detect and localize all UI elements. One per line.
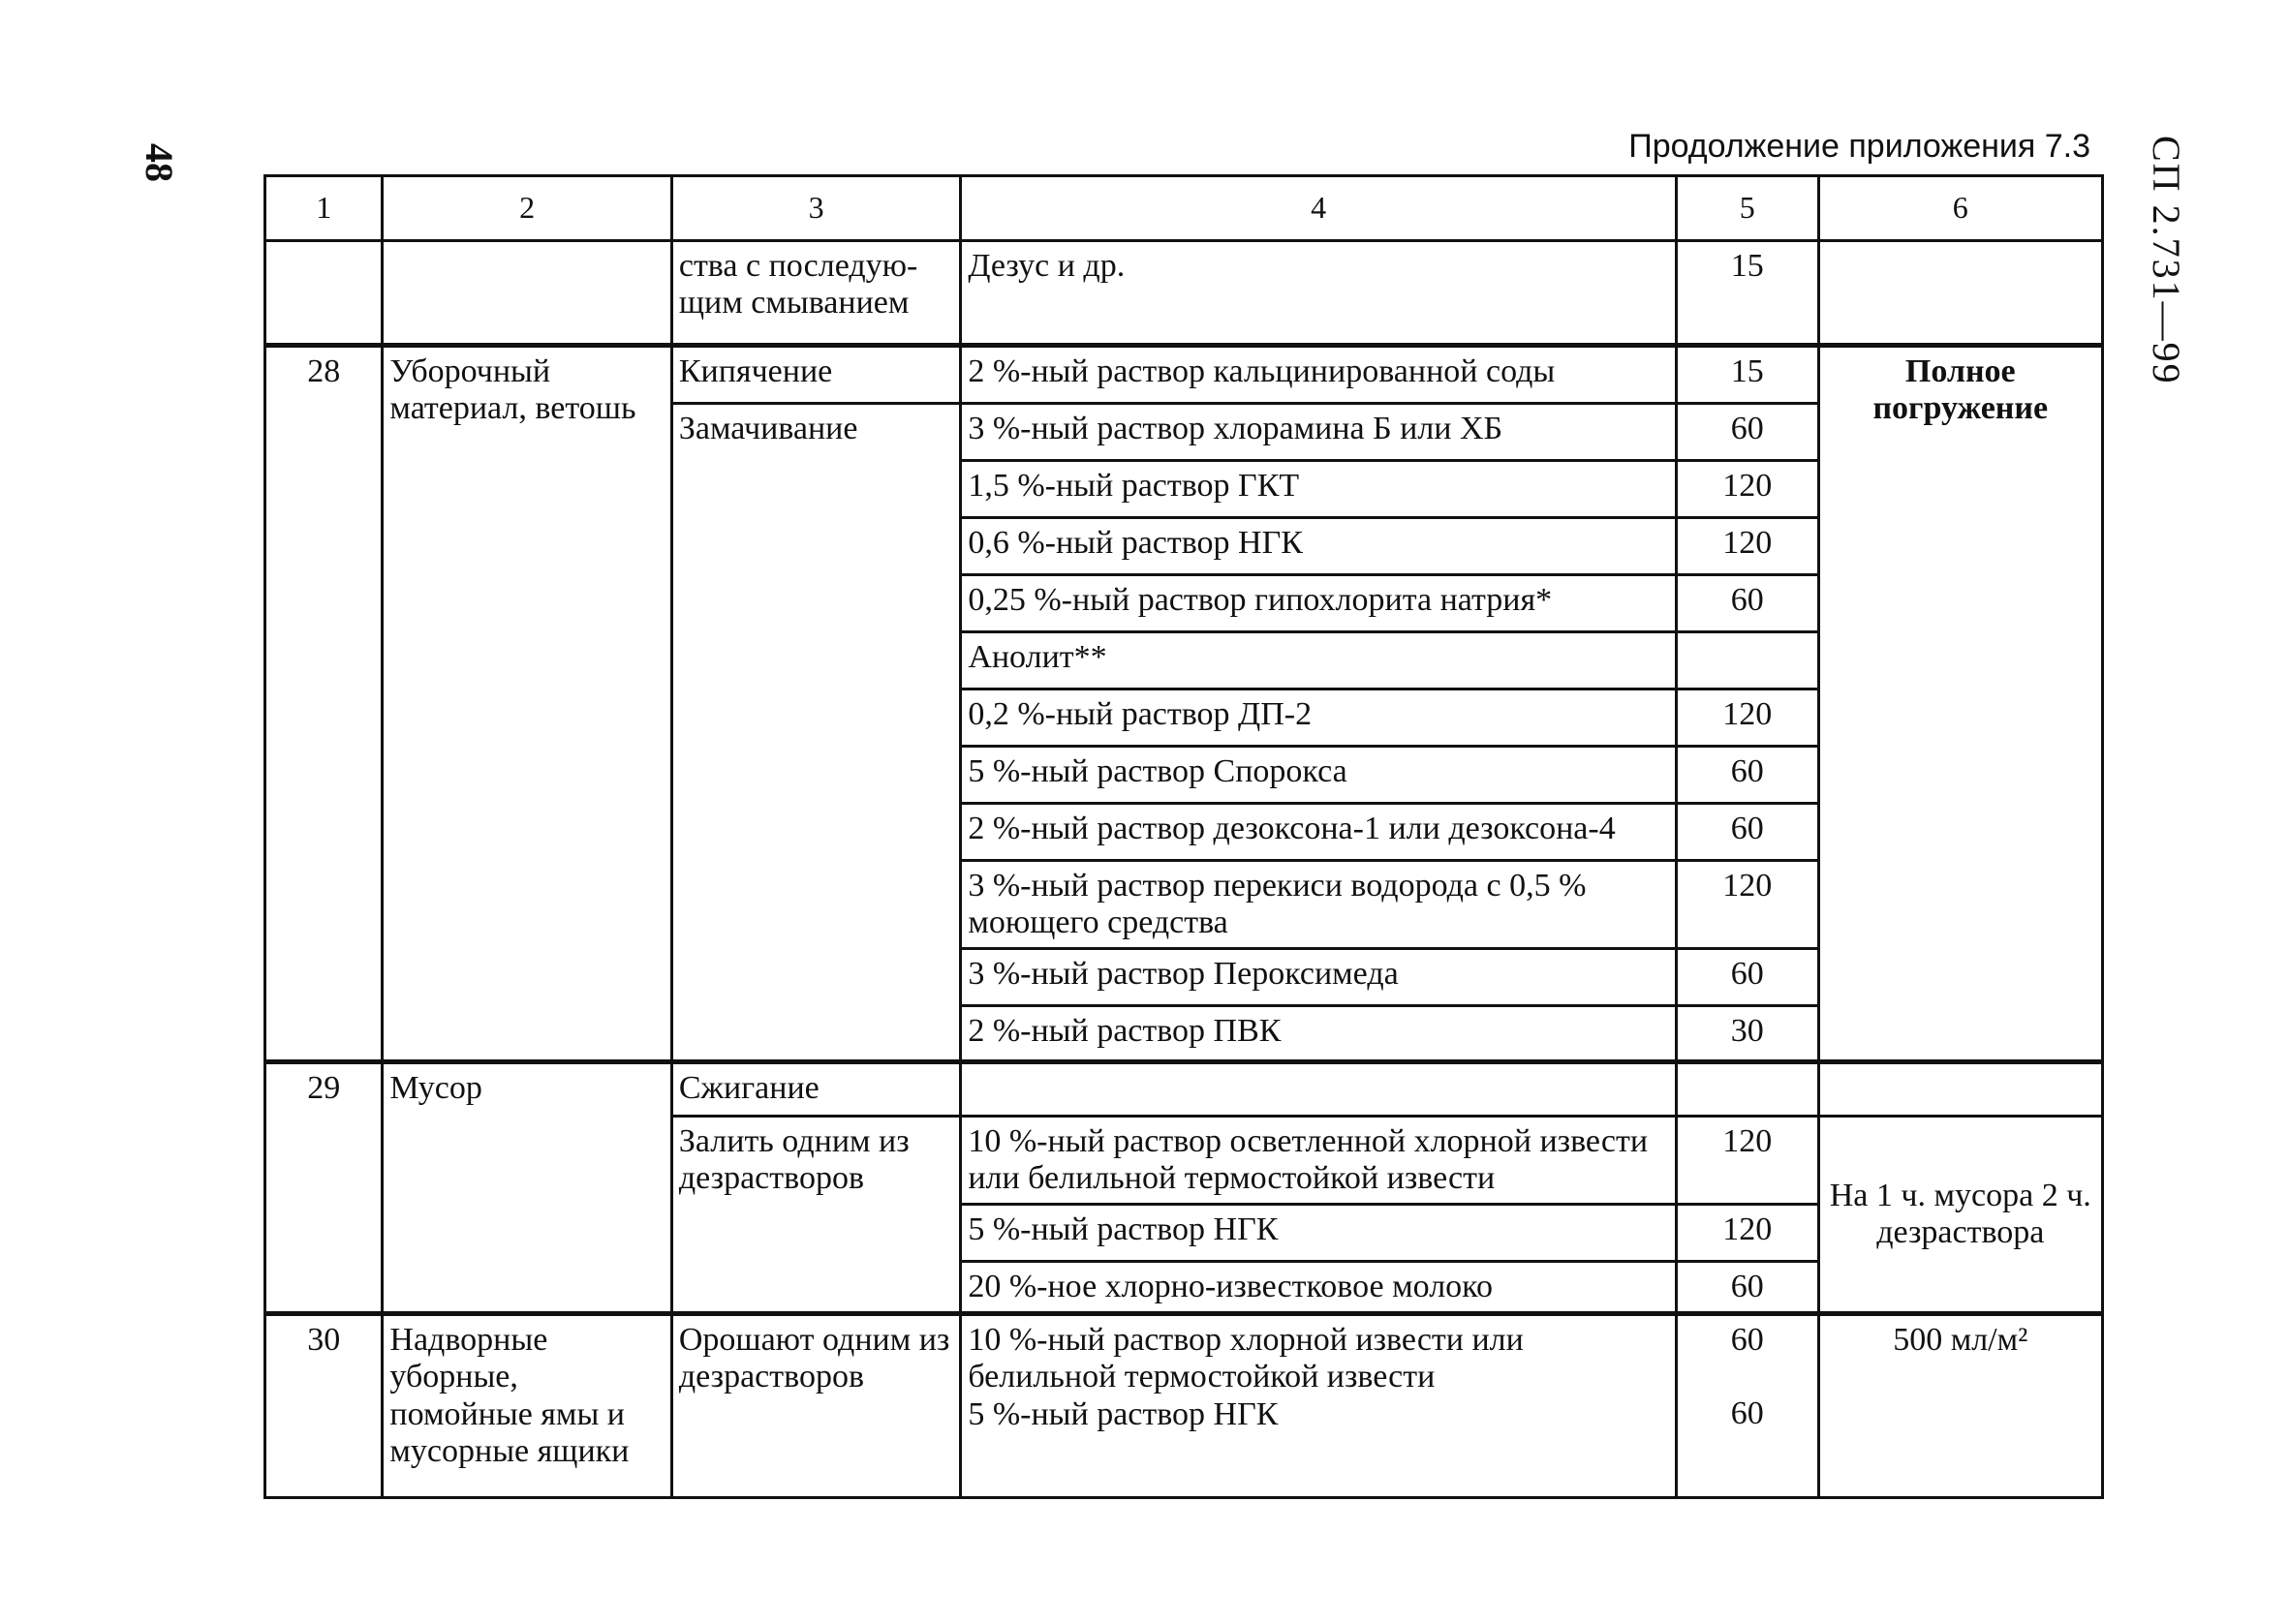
cell-time: 60	[1676, 949, 1818, 1006]
cell-time: 60	[1676, 404, 1818, 461]
cell-number: 28	[265, 346, 383, 1062]
cell-time: 120	[1676, 689, 1818, 747]
cell-time	[1676, 632, 1818, 689]
time-value: 60	[1730, 1395, 1764, 1432]
cell-agent: 5 %-ный раствор НГК	[961, 1205, 1677, 1262]
cell-object: Мусор	[383, 1062, 671, 1314]
cell-time: 120	[1676, 1117, 1818, 1205]
table-header-row	[265, 176, 2103, 241]
cell-object: Надворные уборные, помойные ямы и мусорные ящики	[383, 1314, 671, 1498]
cell-agent: 0,25 %-ный раствор гипохлорита натрия*	[961, 575, 1677, 632]
cell-agent: 3 %-ный раствор перекиси водорода с 0,5 % моющего средства	[961, 861, 1677, 949]
cell-time	[1676, 1314, 1818, 1498]
cell-agent: 0,6 %-ный раствор НГК	[961, 518, 1677, 575]
cell-note	[1818, 241, 2102, 346]
cell-note	[1818, 1062, 2102, 1117]
cell-time: 120	[1676, 861, 1818, 949]
header-cell: 2	[383, 176, 671, 241]
cell-time: 120	[1676, 1205, 1818, 1262]
cell-time: 15	[1676, 346, 1818, 404]
cell-method: ства с последую-щим смыванием	[671, 241, 960, 346]
cell-method: Кипячение	[671, 346, 960, 404]
table-row	[265, 1062, 2103, 1117]
cell-agent: 2 %-ный раствор ПВК	[961, 1006, 1677, 1062]
cell-agent: 2 %-ный раствор дезоксона-1 или дезоксона-4	[961, 804, 1677, 861]
cell-agent: 2 %-ный раствор кальцинированной соды	[961, 346, 1677, 404]
cell-note: Полное погружение	[1818, 346, 2102, 1062]
cell-agent: 5 %-ный раствор Спорокса	[961, 747, 1677, 804]
document-code: СП 2.731—99	[2145, 136, 2188, 385]
header-cell: 6	[1818, 176, 2102, 241]
header-cell: 3	[671, 176, 960, 241]
cell-time: 15	[1676, 241, 1818, 346]
cell-time: 60	[1676, 804, 1818, 861]
agent-line: 10 %-ный раствор хлорной извести или белильной термостойкой извести	[968, 1322, 1524, 1395]
cell-number: 29	[265, 1062, 383, 1314]
cell-time: 120	[1676, 461, 1818, 518]
disinfection-table	[263, 174, 2104, 1499]
cell-time: 60	[1676, 575, 1818, 632]
cell-method: Орошают одним из дезрастворов	[671, 1314, 960, 1498]
header-cell: 4	[961, 176, 1677, 241]
agent-line: 5 %-ный раствор НГК	[968, 1395, 1279, 1432]
header-cell: 5	[1676, 176, 1818, 241]
cell-note: На 1 ч. мусора 2 ч. дезраствора	[1818, 1117, 2102, 1314]
cell-method: Замачивание	[671, 404, 960, 1062]
cell-object	[383, 241, 671, 346]
cell-time: 120	[1676, 518, 1818, 575]
cell-number: 30	[265, 1314, 383, 1498]
cell-time: 30	[1676, 1006, 1818, 1062]
continuation-caption: Продолжение приложения 7.3	[1628, 128, 2090, 165]
cell-method: Сжигание	[671, 1062, 960, 1117]
cell-agent: Анолит**	[961, 632, 1677, 689]
table-row	[265, 346, 2103, 404]
cell-agent: Дезус и др.	[961, 241, 1677, 346]
cell-time	[1676, 1062, 1818, 1117]
cell-agent: 3 %-ный раствор Пероксимеда	[961, 949, 1677, 1006]
cell-time: 60	[1676, 1262, 1818, 1314]
page-number: 48	[138, 143, 181, 182]
cell-agent: 3 %-ный раствор хлорамина Б или ХБ	[961, 404, 1677, 461]
time-value: 60	[1730, 1322, 1764, 1359]
cell-agent: 10 %-ный раствор осветленной хлорной извести или белильной термостойкой извести	[961, 1117, 1677, 1205]
cell-method: Залить одним из дезрастворов	[671, 1117, 960, 1314]
cell-number	[265, 241, 383, 346]
cell-note: 500 мл/м²	[1818, 1314, 2102, 1498]
cell-agent: 0,2 %-ный раствор ДП-2	[961, 689, 1677, 747]
cell-object: Уборочный материал, ветошь	[383, 346, 671, 1062]
table-row	[265, 241, 2103, 346]
header-cell: 1	[265, 176, 383, 241]
cell-agent	[961, 1314, 1677, 1498]
cell-agent: 20 %-ное хлорно-известковое молоко	[961, 1262, 1677, 1314]
cell-time: 60	[1676, 747, 1818, 804]
table-row	[265, 1314, 2103, 1498]
cell-agent: 1,5 %-ный раствор ГКТ	[961, 461, 1677, 518]
cell-agent	[961, 1062, 1677, 1117]
